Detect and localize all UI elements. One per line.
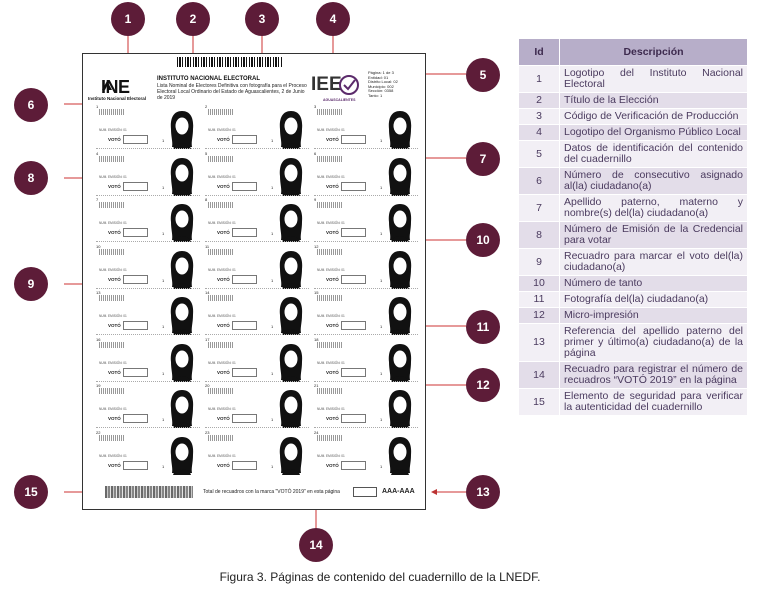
emission-number: NUM. EMISIÓN: 01 [99,360,127,365]
row-id: 14 [519,362,560,389]
voter-photo-silhouette-icon [276,156,306,196]
tanto-number: 1 [380,138,383,143]
callout-circle: 2 [176,2,210,36]
voter-cell [96,197,200,242]
ine-logo-text: INE [101,77,130,97]
election-subtitle: Lista Nominal de Electores Definitiva con fotografía para el Proceso Electoral Local Ordinario del Estado de Aguascalientes, 2 de Junio de 2019 [157,83,307,101]
table-row [519,276,748,292]
row-id: 13 [519,324,560,362]
callout-circle: 12 [466,368,500,402]
vote-label: VOTÓ [326,369,339,375]
vote-label: VOTÓ [326,416,339,421]
vote-label: VOTÓ [108,462,121,468]
cell-separator [96,288,200,289]
voter-cell [205,430,309,475]
callout-circle: 8 [14,161,48,195]
emission-number: NUM. EMISIÓN: 01 [208,221,236,225]
voter-cell [96,290,200,335]
cell-separator [205,148,309,149]
vote-box [232,182,257,191]
cell-separator [96,334,200,335]
vote-box [341,414,366,423]
voter-number: 3 [314,104,317,109]
voter-name-microprint [99,295,125,301]
table-row [519,141,748,168]
vote-label: VOTÓ [108,137,121,142]
voter-cell [314,383,418,428]
voter-cell [96,430,200,475]
row-description: Código de Verificación de Producción [560,109,748,125]
table-row [519,109,748,125]
voter-number: 4 [96,150,99,156]
vote-box [232,228,257,237]
table-row [519,195,748,222]
callout-circle: 14 [299,528,333,562]
voter-name-microprint [317,109,343,115]
ballot-page-sample [82,53,426,510]
voter-photo-silhouette-icon [385,388,415,428]
voter-number: 21 [314,383,319,388]
voter-photo-silhouette-icon [276,295,306,335]
tanto-number: 1 [271,184,274,190]
voter-number: 12 [314,243,319,249]
security-element [105,486,193,498]
vote-label: VOTÓ [108,369,121,375]
vote-label: VOTÓ [217,183,230,189]
voter-photo-silhouette-icon [385,202,415,242]
vote-label: VOTÓ [326,323,339,328]
table-row [519,308,748,324]
row-id: 1 [519,66,560,93]
voter-number: 17 [205,336,210,342]
tanto-number: 1 [380,370,383,376]
table-row [519,168,748,195]
callout-circle: 7 [466,142,500,176]
vote-box [232,461,257,470]
voter-name-microprint [99,342,125,348]
emission-number: NUM. EMISIÓN: 01 [208,128,236,132]
page-info-line: Página: 1 de 3 [368,70,394,75]
voter-name-microprint [317,249,343,255]
id-column-header: Id [519,39,560,66]
voter-number: 10 [96,243,101,249]
emission-number: NUM. EMISIÓN: 01 [99,128,127,132]
description-table [518,38,748,416]
voter-cell [96,337,200,382]
voter-name-microprint [317,202,343,208]
surname-reference: AAA-AAA [382,488,415,495]
voter-cell [205,337,309,382]
vote-label: VOTÓ [108,323,121,328]
cell-separator [205,427,309,428]
voter-number: 1 [96,104,99,109]
voter-number: 9 [314,197,317,202]
vote-label: VOTÓ [217,137,230,142]
tanto-number: 1 [271,277,274,283]
row-description: Datos de identificación del contenido del cuadernillo [560,141,748,168]
voter-number: 7 [96,197,99,202]
emission-number: NUM. EMISIÓN: 01 [208,267,236,272]
tanto-number: 1 [271,231,274,236]
emission-number: NUM. EMISIÓN: 01 [99,221,127,225]
emission-number: NUM. EMISIÓN: 01 [208,174,236,179]
vote-label: VOTÓ [326,230,339,235]
voter-cell [205,151,309,196]
vote-box [123,321,148,330]
voter-photo-silhouette-icon [167,109,197,149]
vote-box [123,414,148,423]
voter-cell [96,151,200,196]
row-description: Recuadro para registrar el número de recuadros “VOTÓ 2019” en la página [560,362,748,389]
table-row [519,362,748,389]
callout-circle: 15 [14,475,48,509]
ine-logo-subtext: Instituto Nacional Electoral [88,96,147,101]
table-row [519,292,748,308]
table-row [519,249,748,276]
emission-number: NUM. EMISIÓN: 01 [208,407,236,411]
voter-name-microprint [208,109,234,115]
voter-name-microprint [208,156,234,162]
cell-separator [314,195,418,196]
page-info-line: Sección: 0358 [368,88,394,94]
voter-photo-silhouette-icon [385,342,415,382]
voter-number: 18 [314,336,319,342]
tanto-number: 1 [380,277,383,283]
cell-separator [314,288,418,289]
voter-number: 16 [96,336,101,342]
vote-box [232,414,257,423]
voter-name-microprint [317,342,343,348]
vote-box [232,275,257,284]
row-id: 7 [519,195,560,222]
iee-logo-subtext: AGUASCALIENTES [323,98,356,102]
voter-name-microprint [208,295,234,301]
tanto-number: 1 [380,184,383,190]
row-id: 4 [519,125,560,141]
page-info-line: Entidad: 01 [368,74,389,80]
emission-number: NUM. EMISIÓN: 01 [317,221,345,225]
tanto-number: 1 [162,417,165,422]
callout-circle: 1 [111,2,145,36]
voter-cell [96,104,200,149]
row-description: Título de la Elección [560,93,748,109]
voter-photo-silhouette-icon [276,109,306,149]
tanto-number: 1 [271,417,274,422]
vote-box [123,135,148,144]
description-column-header: Descripción [560,39,748,66]
voter-cell [96,244,200,289]
row-id: 12 [519,308,560,324]
voter-name-microprint [317,295,343,301]
voter-number: 13 [96,290,101,295]
voter-photo-silhouette-icon [385,156,415,196]
voter-photo-silhouette-icon [167,342,197,382]
voter-cell [205,197,309,242]
tanto-number: 1 [162,370,165,376]
page-info-line: Municipio: 002 [368,83,394,89]
vote-box [123,228,148,237]
voter-photo-silhouette-icon [167,202,197,242]
emission-number: NUM. EMISIÓN: 01 [317,128,345,132]
voter-number: 5 [205,150,208,156]
tanto-number: 1 [271,138,274,143]
production-barcode [177,57,283,67]
row-id: 5 [519,141,560,168]
vote-box [232,368,257,377]
row-description: Número de tanto [560,276,748,292]
tanto-number: 1 [380,463,383,469]
vote-box [123,182,148,191]
voter-name-microprint [317,156,343,162]
vote-box [341,275,366,284]
voter-photo-silhouette-icon [276,388,306,428]
vote-box [341,135,366,144]
cell-separator [314,334,418,335]
callout-circle: 9 [14,267,48,301]
voter-name-microprint [317,388,343,394]
vote-label: VOTÓ [217,276,230,282]
voter-photo-silhouette-icon [276,342,306,382]
vote-label: VOTÓ [217,230,230,235]
cell-separator [96,148,200,149]
voter-number: 15 [314,290,319,295]
vote-label: VOTÓ [108,183,121,189]
row-id: 9 [519,249,560,276]
callout-circle: 13 [466,475,500,509]
cell-separator [96,195,200,196]
tanto-number: 1 [380,231,383,236]
voter-cell [314,104,418,149]
row-description: Recuadro para marcar el voto del(la) ciudadano(a) [560,249,748,276]
emission-number: NUM. EMISIÓN: 01 [99,453,127,458]
row-description: Número de consecutivo asignado al(la) ciudadano(a) [560,168,748,195]
voter-cell [314,151,418,196]
voter-number: 22 [96,429,101,435]
row-description: Micro-impresión [560,308,748,324]
row-description: Logotipo del Organismo Público Local [560,125,748,141]
vote-count-label: Total de recuadros con la marca "VOTÓ 2019" en esta página [203,489,340,495]
callout-circle: 10 [466,223,500,257]
vote-box [123,275,148,284]
cell-separator [205,288,309,289]
row-description: Referencia del apellido paterno del primer y último(a) ciudadano(a) de la página [560,324,748,362]
tanto-number: 1 [162,324,165,329]
voter-number: 2 [205,104,208,109]
voter-name-microprint [208,249,234,255]
voter-photo-silhouette-icon [385,295,415,335]
election-title: INSTITUTO NACIONAL ELECTORAL [157,76,261,82]
voter-cell [314,244,418,289]
cell-separator [96,427,200,428]
voter-photo-silhouette-icon [276,202,306,242]
vote-label: VOTÓ [217,462,230,468]
iee-logo-text: IEE [311,74,342,95]
emission-number: NUM. EMISIÓN: 01 [317,407,345,411]
cell-separator [205,241,309,242]
voter-name-microprint [208,202,234,208]
voter-number: 23 [205,429,210,435]
vote-label: VOTÓ [326,137,339,142]
voter-photo-silhouette-icon [167,388,197,428]
voter-number: 11 [205,243,210,249]
row-id: 11 [519,292,560,308]
voter-cell [314,430,418,475]
row-description: Número de Emisión de la Credencial para votar [560,222,748,249]
row-id: 6 [519,168,560,195]
voter-name-microprint [208,388,234,394]
vote-label: VOTÓ [326,276,339,282]
voter-number: 20 [205,383,210,388]
tanto-number: 1 [271,370,274,376]
page-identification-data [368,71,398,99]
emission-number: NUM. EMISIÓN: 01 [208,314,236,318]
vote-box [341,321,366,330]
vote-label: VOTÓ [326,183,339,189]
voter-photo-silhouette-icon [385,435,415,475]
voter-cell [96,383,200,428]
voter-cell [314,337,418,382]
voter-cell [205,104,309,149]
voter-photo-silhouette-icon [385,109,415,149]
voter-number: 24 [314,429,319,435]
cell-separator [96,241,200,242]
voter-photo-silhouette-icon [167,249,197,289]
cell-separator [205,334,309,335]
callout-circle: 6 [14,88,48,122]
vote-label: VOTÓ [108,276,121,282]
voter-photo-silhouette-icon [167,435,197,475]
emission-number: NUM. EMISIÓN: 01 [317,453,345,458]
voter-number: 14 [205,290,210,295]
voter-photo-silhouette-icon [167,295,197,335]
vote-label: VOTÓ [217,416,230,421]
vote-label: VOTÓ [108,230,121,235]
voter-cell [314,290,418,335]
emission-number: NUM. EMISIÓN: 01 [208,360,236,365]
emission-number: NUM. EMISIÓN: 01 [99,314,127,318]
tanto-number: 1 [162,231,165,236]
voter-cell [205,244,309,289]
cell-separator [314,148,418,149]
voter-name-microprint [208,435,234,441]
voter-cell [205,383,309,428]
vote-box [232,321,257,330]
figure-caption: Figura 3. Páginas de contenido del cuadernillo de la LNEDF. [219,570,541,584]
vote-box [123,368,148,377]
voter-photo-silhouette-icon [276,249,306,289]
callout-circle: 11 [466,310,500,344]
cell-separator [314,241,418,242]
tanto-number: 1 [271,463,274,469]
table-row [519,222,748,249]
table-row [519,324,748,362]
tanto-number: 1 [162,184,165,190]
vote-box [123,461,148,470]
voter-photo-silhouette-icon [385,249,415,289]
cell-separator [205,381,309,382]
row-description: Logotipo del Instituto Nacional Electoral [560,66,748,93]
tanto-number: 1 [162,277,165,283]
voter-number: 6 [314,150,317,156]
cell-separator [314,427,418,428]
row-description: Elemento de seguridad para verificar la autenticidad del cuadernillo [560,389,748,416]
tanto-number: 1 [380,324,383,329]
tanto-number: 1 [271,324,274,329]
voter-name-microprint [99,156,125,162]
voter-photo-silhouette-icon [167,156,197,196]
vote-box [341,228,366,237]
emission-number: NUM. EMISIÓN: 01 [317,174,345,179]
table-row [519,93,748,109]
vote-count-box [353,487,377,497]
emission-number: NUM. EMISIÓN: 01 [99,174,127,179]
vote-label: VOTÓ [217,323,230,328]
voter-cell [314,197,418,242]
vote-label: VOTÓ [217,369,230,375]
row-description: Apellido paterno, materno y nombre(s) del(la) ciudadano(a) [560,195,748,222]
emission-number: NUM. EMISIÓN: 01 [99,407,127,411]
cell-separator [314,381,418,382]
callout-circle: 5 [466,58,500,92]
table-row [519,389,748,416]
table-row [519,66,748,93]
voter-number: 19 [96,383,101,388]
vote-box [341,182,366,191]
callout-circle: 3 [245,2,279,36]
vote-box [341,461,366,470]
emission-number: NUM. EMISIÓN: 01 [317,267,345,272]
vote-label: VOTÓ [326,462,339,468]
row-id: 15 [519,389,560,416]
voter-name-microprint [99,435,125,441]
callout-circle: 4 [316,2,350,36]
emission-number: NUM. EMISIÓN: 01 [317,314,345,318]
voter-name-microprint [208,342,234,348]
voter-name-microprint [99,202,125,208]
voter-name-microprint [99,109,125,115]
emission-number: NUM. EMISIÓN: 01 [208,453,236,458]
row-id: 3 [519,109,560,125]
row-description: Fotografía del(la) ciudadano(a) [560,292,748,308]
page-info-line: Distrito Local: 02 [368,79,398,85]
emission-number: NUM. EMISIÓN: 01 [317,360,345,365]
voter-photo-silhouette-icon [276,435,306,475]
voter-cell [205,290,309,335]
tanto-number: 1 [162,463,165,469]
row-id: 8 [519,222,560,249]
voter-number: 8 [205,197,208,202]
vote-box [232,135,257,144]
cell-separator [205,195,309,196]
row-id: 2 [519,93,560,109]
voter-name-microprint [99,249,125,255]
tanto-number: 1 [380,417,383,422]
emission-number: NUM. EMISIÓN: 01 [99,267,127,272]
vote-label: VOTÓ [108,416,121,421]
page-info-line: Tanto: 1 [368,92,383,98]
voter-name-microprint [317,435,343,441]
tanto-number: 1 [162,138,165,143]
table-row [519,125,748,141]
row-id: 10 [519,276,560,292]
cell-separator [96,381,200,382]
voter-name-microprint [99,388,125,394]
vote-box [341,368,366,377]
